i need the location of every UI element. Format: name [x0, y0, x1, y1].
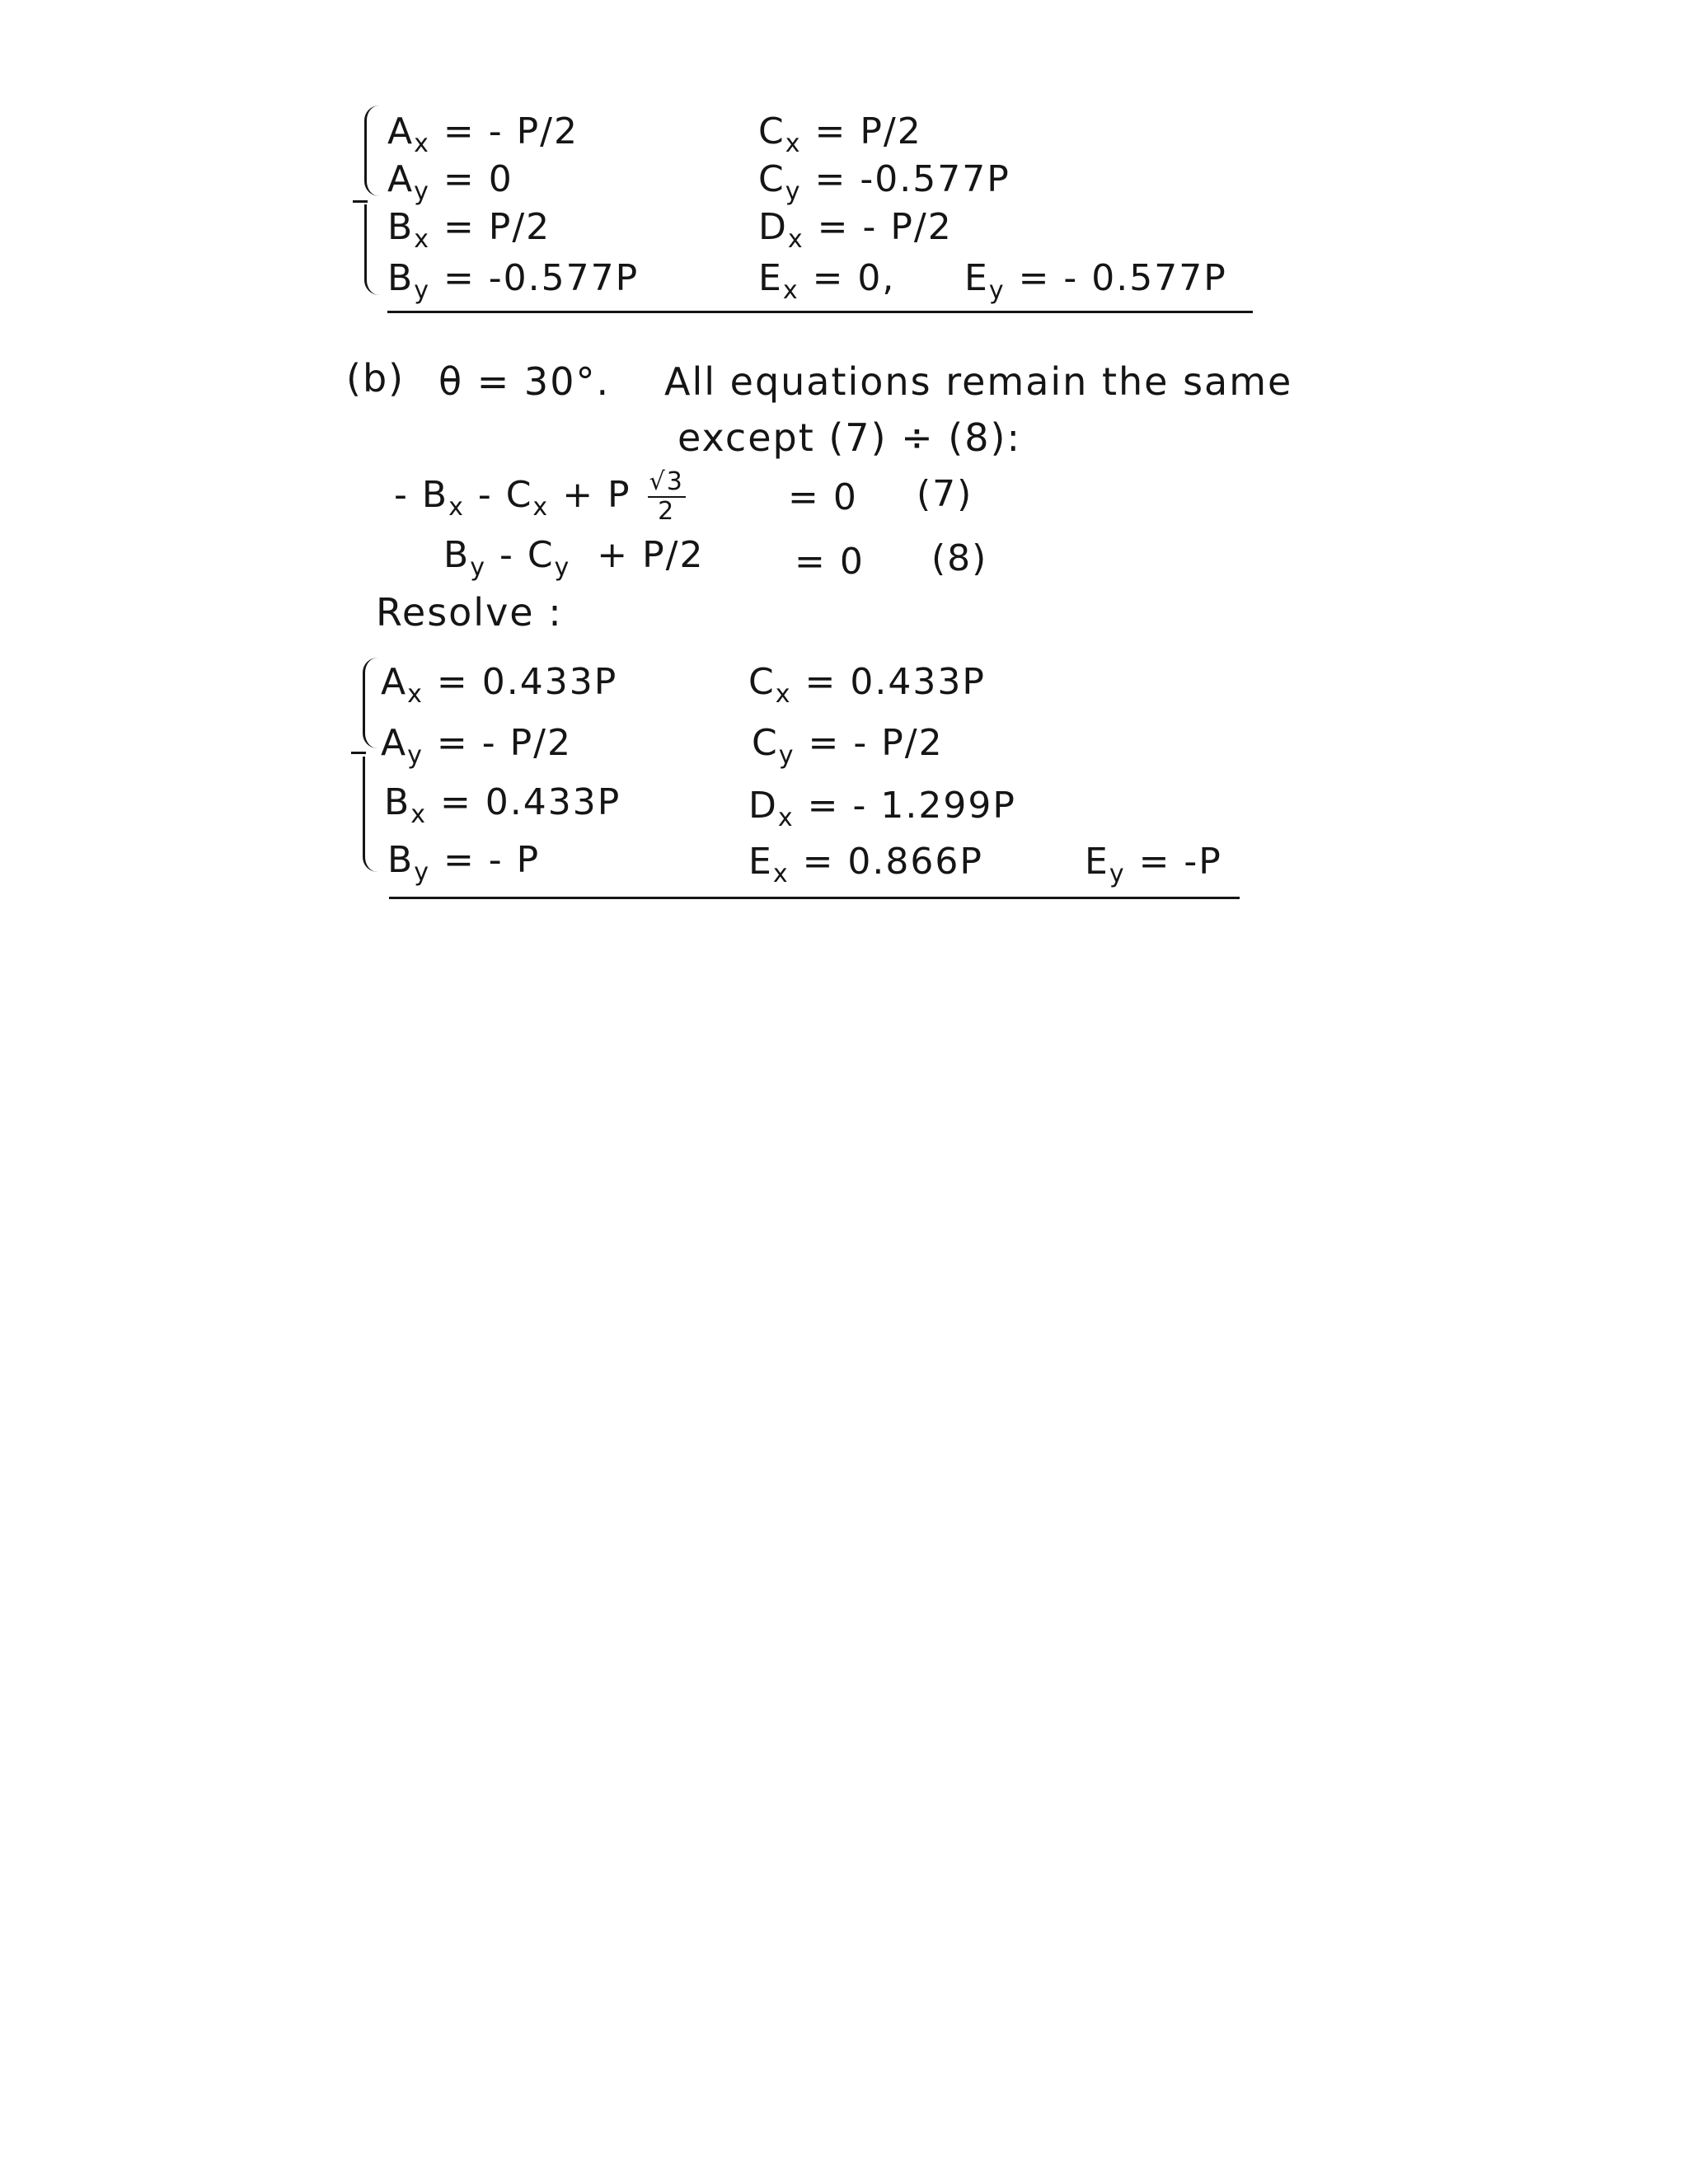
- part-a-by: $B_y = -0.577P$: [387, 257, 640, 305]
- equation-8-rhs: = 0: [795, 541, 865, 583]
- part-a-bx: $B_x = P/2$: [387, 206, 551, 254]
- part-b-ey: $E_y = -P$: [1085, 841, 1222, 888]
- part-a-ax: $A_x$ = - P/2: [387, 110, 579, 158]
- part-b-label: (b): [346, 356, 406, 401]
- part-b-ex: $E_x = 0.866P$: [748, 841, 983, 888]
- equation-8: $B_y - C_y + P/2$: [443, 534, 705, 582]
- resolve-label: Resolve :: [376, 590, 563, 635]
- part-b-ay: $A_y$ = - P/2: [381, 722, 572, 770]
- equation-7-rhs: = 0: [788, 476, 858, 518]
- equation-7-ref: (7): [917, 473, 973, 515]
- part-a-ex: $E_x = 0$,: [758, 257, 896, 305]
- part-a-dx: $D_x$ = - P/2: [758, 206, 953, 254]
- part-a-cx: $C_x = P/2$: [758, 110, 922, 158]
- part-b-cy: $C_y$ = - P/2: [752, 722, 944, 770]
- part-b-cx: $C_x = 0.433P$: [748, 661, 986, 709]
- sqrt3-over-2-fraction: $\frac{√3}{2}$: [649, 467, 684, 526]
- equation-7: - $B_x - C_x + P$ $\frac{√3}{2}$: [394, 467, 684, 526]
- part-b-underline: [389, 897, 1240, 899]
- intro-line-2: except (7) ÷ (8):: [678, 415, 1021, 460]
- theta-value: θ = 30°.: [438, 359, 611, 404]
- part-b-bx: $B_x = 0.433P$: [384, 781, 621, 829]
- part-a-ay: $A_y = 0$: [387, 158, 513, 206]
- part-b-ax: $A_x = 0.433P$: [381, 661, 618, 709]
- equation-8-ref: (8): [931, 537, 988, 579]
- part-b-by: $B_y$ = - P: [387, 839, 541, 887]
- intro-line-1: All equations remain the same: [664, 359, 1293, 404]
- part-a-underline: [387, 311, 1253, 313]
- part-b-dx: $D_x$ = - 1.299P: [748, 785, 1016, 832]
- part-a-cy: $C_y = -0.577P$: [758, 158, 1010, 206]
- part-a-ey: $E_y$ = - 0.577P: [964, 257, 1227, 305]
